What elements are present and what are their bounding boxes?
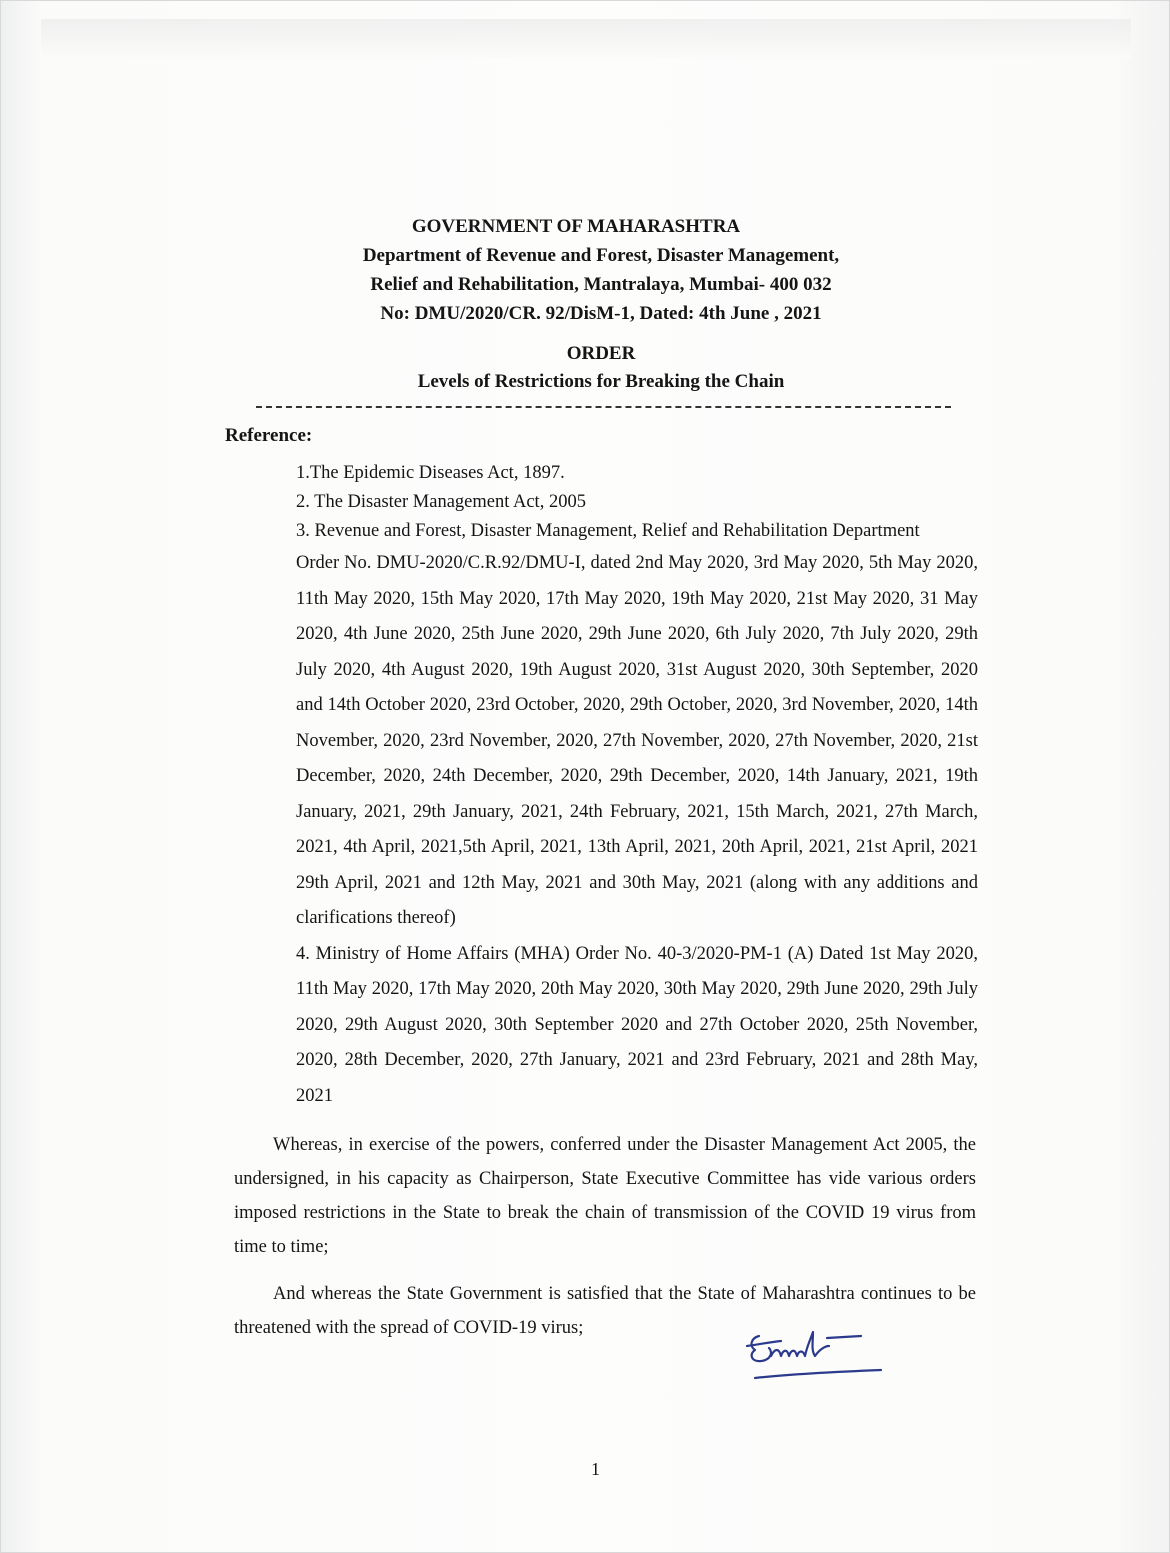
order-subject: Levels of Restrictions for Breaking the Chain (417, 371, 785, 392)
reference-item-3-body: Order No. DMU-2020/C.R.92/DMU-I, dated 2nd May 2020, 3rd May 2020, 5th May 2020, 11th May 2020, 15th May 2020, 17th May 2020, 19th May 2020, 21st May 2020, 31 May 2020, 4th June 2020, 25th June 2020, 29th June 2020, 6th July 2020, 7th July 2020, 29th July 2020, 4th August 2020, 19th August 2020, 31st August 2020, 30th September, 2020 and 14th October 2020, 23rd October, 2020, 29th October, 2020, 3rd November, 2020, 14th November, 2020, 23rd November, 2020, 27th November, 2020, 27th November, 2020, 21st December, 2020, 24th December, 2020, 29th December, 2020, 14th January, 2021, 19th January, 2021, 29th January, 2021, 24th February, 2021, 15th March, 2021, 27th March, 2021, 4th April, 2021,5th April, 2021, 13th April, 2021, 20th April, 2021, 21st April, 2021 29th April, 2021 and 12th May, 2021 and 30th May, 2021 (along with any additions and clarifications thereof) (296, 553, 978, 928)
reference-list (296, 459, 978, 1114)
paragraph-whereas: Whereas, in exercise of the powers, conferred under the Disaster Management Act 2005, the undersigned, in his capacity as Chairperson, State Executive Committee has vide various orders imposed restrictions in the State to break the chain of transmission of the COVID 19 virus from time to time; (234, 1135, 976, 1257)
order-title: ORDER (566, 343, 636, 364)
reference-item-4: 4. Ministry of Home Affairs (MHA) Order No. 40-3/2020-PM-1 (A) Dated 1st May 2020, 11th May 2020, 17th May 2020, 20th May 2020, 30th May 2020, 29th June 2020, 29th July 2020, 29th August 2020, 30th September 2020 and 27th October 2020, 25th November, 2020, 28th December, 2020, 27th January, 2021 and 23rd February, 2021 and 28th May, 2021 (296, 943, 978, 1106)
dashed-divider (256, 406, 951, 411)
signature (741, 1316, 891, 1386)
government-heading: GOVERNMENT OF MAHARASHTRA (411, 216, 741, 237)
address-line: Relief and Rehabilitation, Mantralaya, Mumbai- 400 032 (370, 274, 832, 295)
reference-item-3-title: 3. Revenue and Forest, Disaster Management, Relief and Rehabilitation Department (296, 521, 920, 541)
paragraph-and-whereas: And whereas the State Government is satisfied that the State of Maharashtra continues to be threatened with the spread of COVID-19 virus; (234, 1284, 976, 1338)
signature-strokes (747, 1332, 881, 1378)
reference-item-2: 2. The Disaster Management Act, 2005 (296, 492, 586, 512)
reference-item-1: 1.The Epidemic Diseases Act, 1897. (296, 463, 565, 483)
reference-label: Reference: (225, 425, 313, 446)
page-number: 1 (591, 1459, 600, 1479)
department-line: Department of Revenue and Forest, Disaster Management, (362, 245, 840, 266)
order-number-line: No: DMU/2020/CR. 92/DisM-1, Dated: 4th June , 2021 (380, 303, 822, 324)
scan-shadow (41, 19, 1131, 59)
